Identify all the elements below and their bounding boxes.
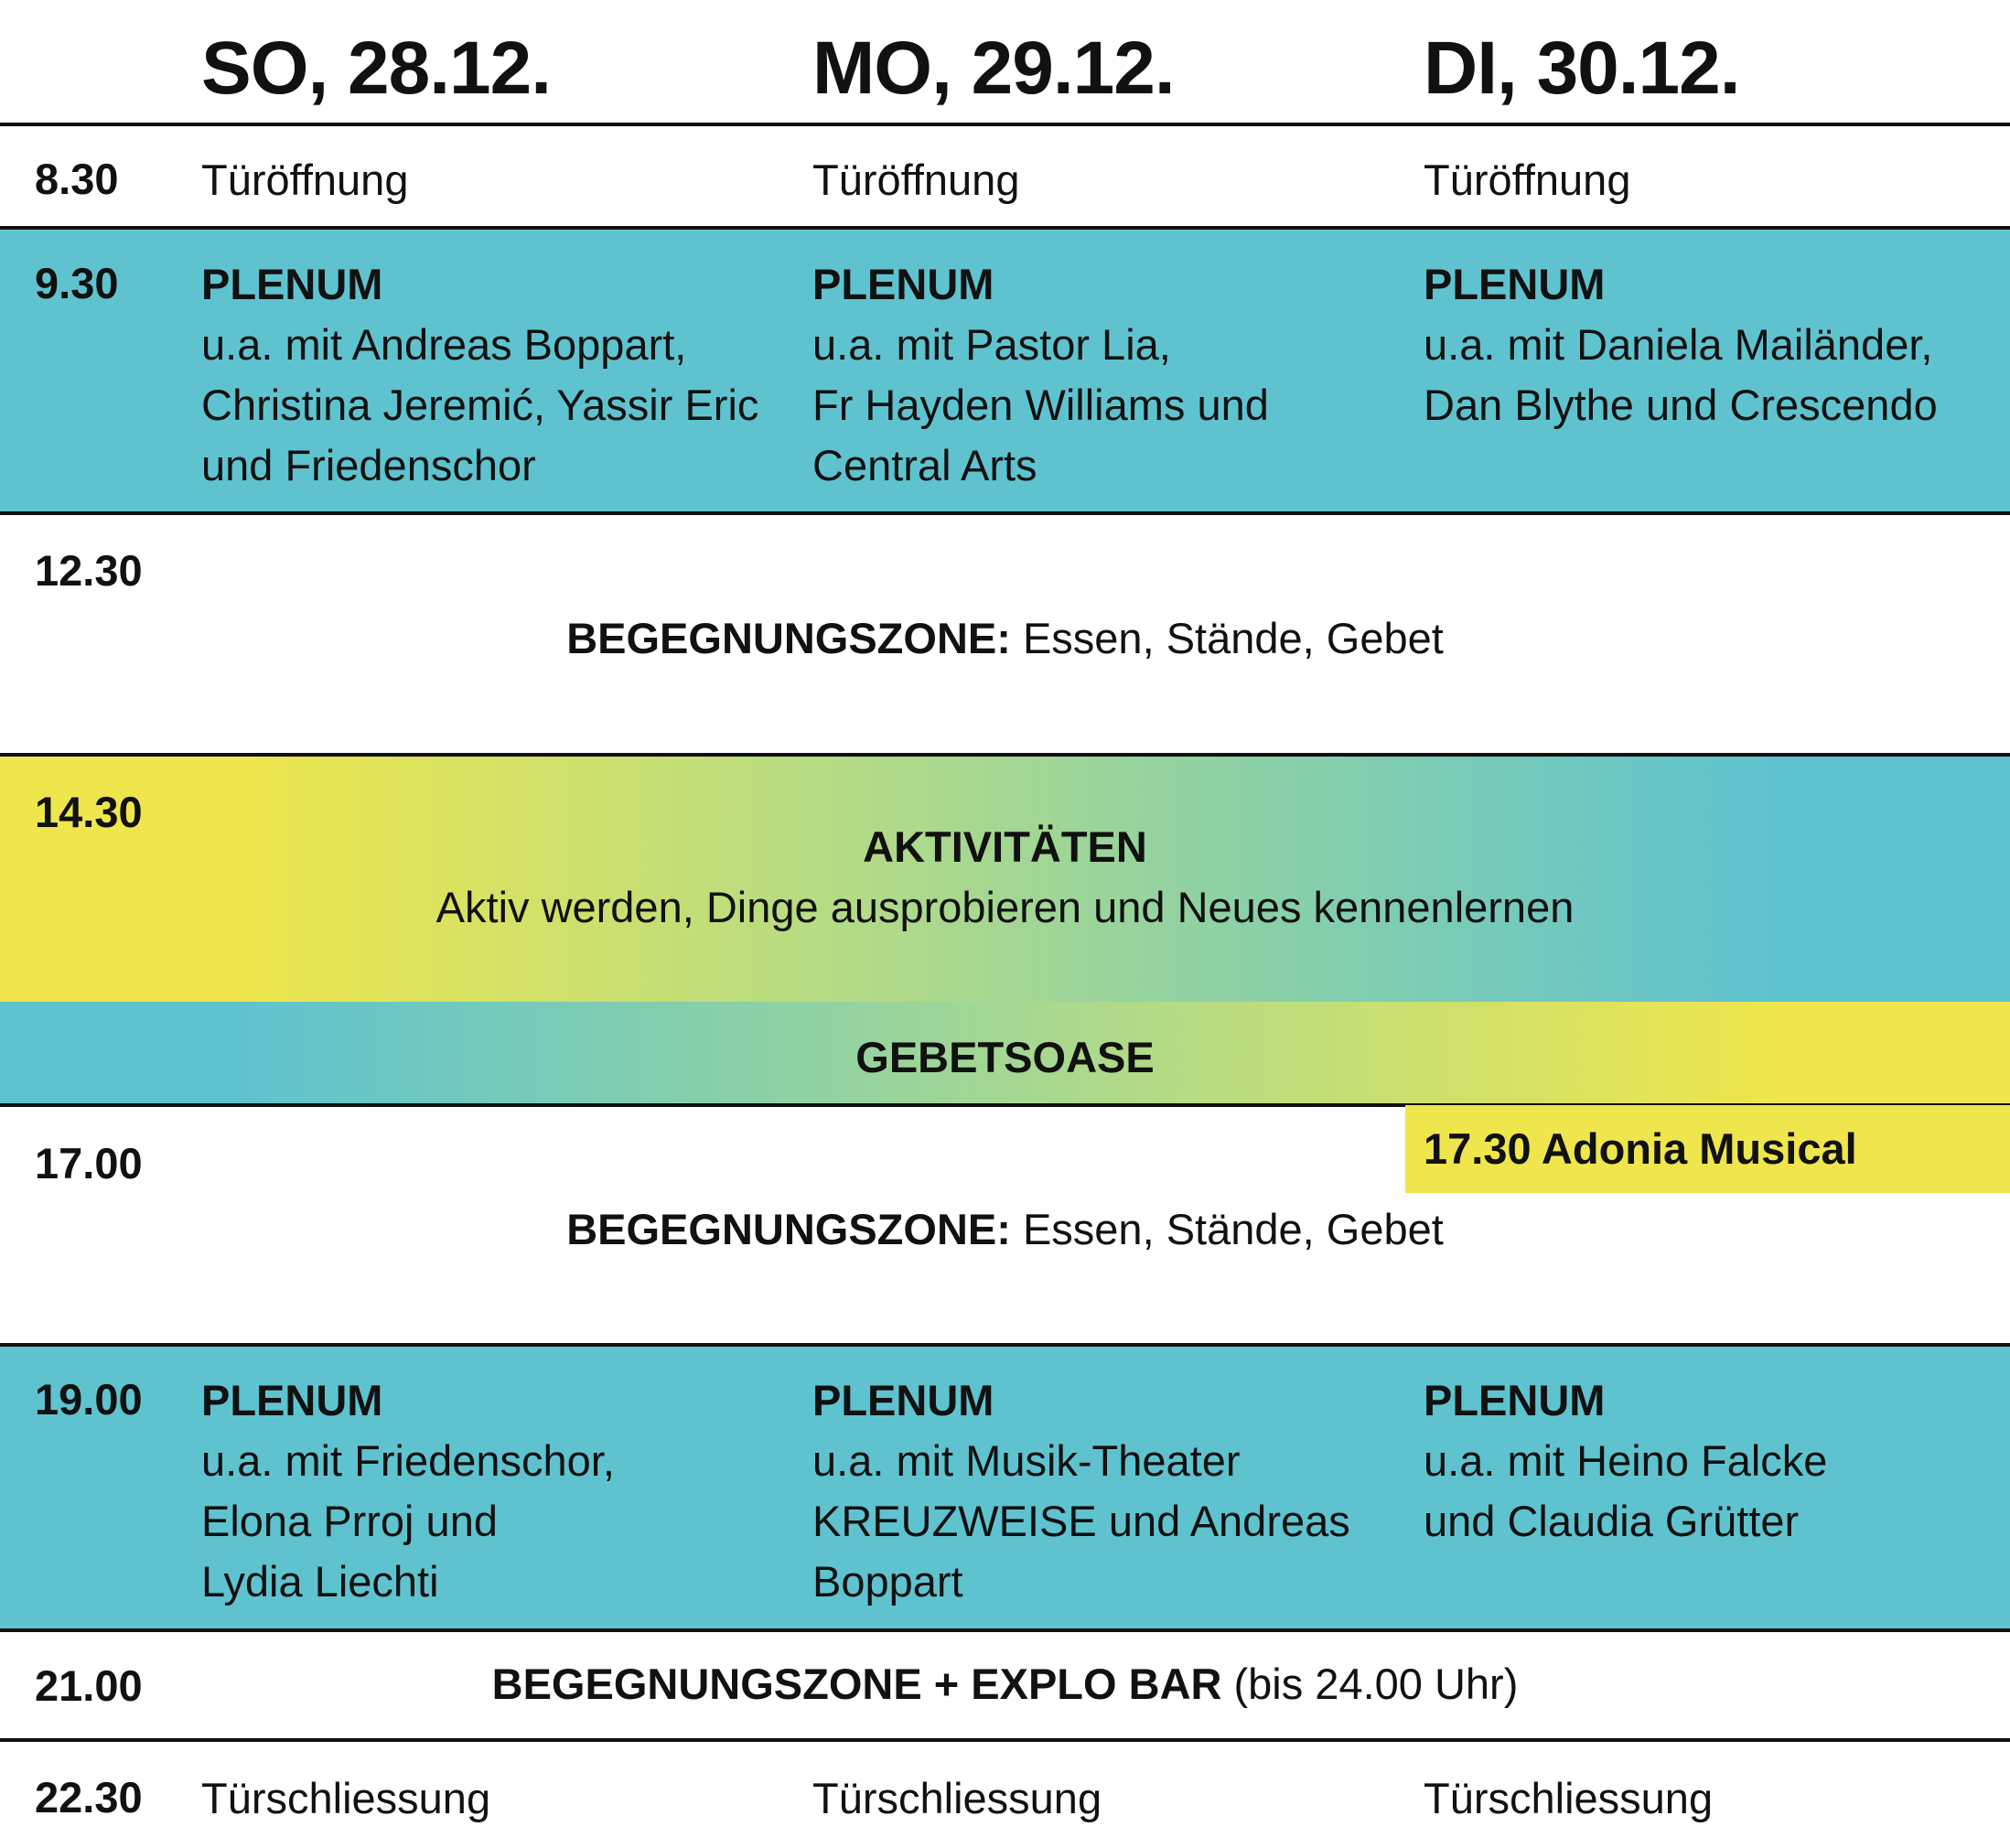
divider	[0, 1628, 2010, 1632]
day-header-sunday: SO, 28.12.	[201, 27, 552, 110]
time-label: 21.00	[35, 1661, 143, 1710]
divider	[0, 123, 2010, 126]
activities-band	[0, 755, 2010, 1002]
plenum-line: u.a. mit Andreas Boppart,	[201, 320, 687, 369]
plenum-line: Elona Prroj und	[201, 1497, 498, 1545]
plenum-title: PLENUM	[812, 1376, 994, 1424]
time-label: 19.00	[35, 1375, 143, 1424]
activities-title: AKTIVITÄTEN	[863, 822, 1147, 871]
day-header-monday: MO, 29.12.	[812, 27, 1175, 110]
plenum-title: PLENUM	[1424, 1376, 1606, 1424]
meeting-zone-bar-label: BEGEGNUNGSZONE + EXPLO BAR	[491, 1660, 1222, 1708]
plenum-line: u.a. mit Musik-Theater	[812, 1436, 1241, 1485]
divider	[0, 1738, 2010, 1742]
door-closing-tuesday: Türschliessung	[1424, 1774, 1714, 1822]
plenum-line: und Friedenschor	[201, 441, 536, 489]
musical-label: 17.30 Adonia Musical	[1424, 1124, 1857, 1173]
divider	[0, 226, 2010, 230]
plenum-line: u.a. mit Daniela Mailänder,	[1424, 320, 1933, 369]
meeting-zone-label: BEGEGNUNGSZONE:	[566, 1205, 1011, 1253]
plenum-title: PLENUM	[201, 1376, 383, 1424]
door-closing-monday: Türschliessung	[812, 1774, 1102, 1822]
day-header-tuesday: DI, 30.12.	[1424, 27, 1740, 110]
plenum-line: u.a. mit Heino Falcke	[1424, 1436, 1828, 1485]
prayer-oasis-title: GEBETSOASE	[855, 1033, 1155, 1081]
divider	[0, 511, 2010, 515]
plenum-line: Dan Blythe und Crescendo	[1424, 381, 1938, 429]
plenum-line: KREUZWEISE und Andreas	[812, 1497, 1350, 1545]
plenum-line: Christina Jeremić, Yassir Eric	[201, 381, 759, 429]
door-opening-sunday: Türöffnung	[201, 156, 409, 204]
meeting-zone-evening	[0, 1204, 2010, 1254]
plenum-title: PLENUM	[812, 260, 994, 308]
time-label: 12.30	[35, 546, 143, 595]
time-label: 14.30	[35, 788, 143, 836]
divider	[0, 753, 2010, 757]
meeting-zone-label: BEGEGNUNGSZONE:	[566, 614, 1011, 662]
plenum-line: Fr Hayden Williams und	[812, 381, 1269, 429]
door-closing-sunday: Türschliessung	[201, 1774, 491, 1822]
meeting-zone-bar	[0, 1659, 2010, 1709]
time-label: 8.30	[35, 155, 119, 203]
plenum-line: Boppart	[812, 1557, 963, 1606]
plenum-line: u.a. mit Pastor Lia,	[812, 320, 1171, 369]
plenum-line: u.a. mit Friedenschor,	[201, 1436, 615, 1485]
meeting-zone-text: Essen, Stände, Gebet	[1010, 1205, 1444, 1253]
divider	[0, 1343, 2010, 1347]
time-label: 22.30	[35, 1773, 143, 1821]
plenum-line: Central Arts	[812, 441, 1037, 489]
plenum-line: und Claudia Grütter	[1424, 1497, 1800, 1545]
plenum-line: Lydia Liechti	[201, 1557, 439, 1606]
meeting-zone-bar-text: (bis 24.00 Uhr)	[1221, 1660, 1519, 1708]
door-opening-tuesday: Türöffnung	[1424, 156, 1631, 204]
meeting-zone-text: Essen, Stände, Gebet	[1010, 614, 1444, 662]
plenum-title: PLENUM	[201, 260, 383, 308]
door-opening-monday: Türöffnung	[812, 156, 1020, 204]
plenum-title: PLENUM	[1424, 260, 1606, 308]
activities-text: Aktiv werden, Dinge ausprobieren und Neues kennenlernen	[435, 883, 1575, 931]
meeting-zone-midday	[0, 613, 2010, 663]
time-label: 9.30	[35, 259, 119, 307]
time-label: 17.00	[35, 1139, 143, 1187]
